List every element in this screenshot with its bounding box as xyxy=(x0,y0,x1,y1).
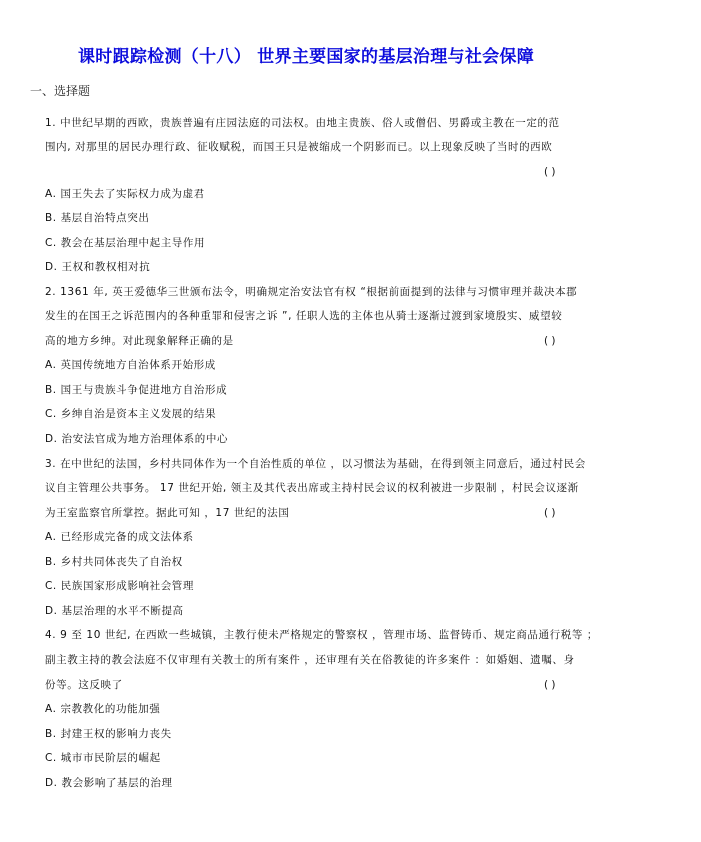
option-b: B. 封建王权的影响力丧失 xyxy=(45,728,172,740)
question-text-line: 1. 中世纪早期的西欧，贵族普遍有庄园法庭的司法权。由地主贵族、俗人或僧侣、男爵或主教在一定的范 xyxy=(45,117,560,129)
answer-blank: ( ) xyxy=(544,166,556,178)
option-b: B. 国王与贵族斗争促进地方自治形成 xyxy=(45,384,228,396)
section-heading: 一、选择题 xyxy=(30,84,91,98)
option-a: A. 已经形成完备的成文法体系 xyxy=(45,531,194,543)
option-d: D. 治安法官成为地方治理体系的中心 xyxy=(45,433,229,445)
question-text-line: 为王室监察官所掌控。据此可知 ，17 世纪的法国 xyxy=(45,507,290,519)
question-text-line: 发生的在国王之诉范围内的各种重罪和侵害之诉 ”, 任职人选的主体也从骑士逐渐过渡到家境殷实、威望较 xyxy=(45,310,563,322)
option-c: C. 教会在基层治理中起主导作用 xyxy=(45,237,206,249)
option-d: D. 教会影响了基层的治理 xyxy=(45,777,173,789)
option-c: C. 城市市民阶层的崛起 xyxy=(45,752,161,764)
option-d: D. 王权和教权相对抗 xyxy=(45,261,151,273)
question-text-line: 议自主管理公共事务。 17 世纪开始, 领主及其代表出席或主持村民会议的权利被进一步限制 ，村民会议逐渐 xyxy=(45,482,579,494)
question-text-line: 2. 1361 年, 英王爱德华三世颁布法令，明确规定治安法官有权 “根据前面提到的法律与习惯审理并裁决本郡 xyxy=(45,286,578,298)
page-title: 课时跟踪检测（十八） 世界主要国家的基层治理与社会保障 xyxy=(78,47,535,67)
option-d: D. 基层治理的水平不断提高 xyxy=(45,605,184,617)
option-c: C. 乡绅自治是资本主义发展的结果 xyxy=(45,408,217,420)
option-a: A. 国王失去了实际权力成为虚君 xyxy=(45,188,205,200)
answer-blank: ( ) xyxy=(544,335,556,347)
answer-blank: ( ) xyxy=(544,507,556,519)
question-text-line: 副主教主持的教会法庭不仅审理有关教士的所有案件 ，还审理有关在俗教徒的许多案件 ：如婚姻、遗嘱、身 xyxy=(45,654,575,666)
answer-blank: ( ) xyxy=(544,679,556,691)
question-text-line: 3. 在中世纪的法国，乡村共同体作为一个自治性质的单位 ，以习惯法为基础，在得到领主同意后，通过村民会 xyxy=(45,458,586,470)
question-text-line: 4. 9 至 10 世纪, 在西欧一些城镇，主教行使未严格规定的警察权 ，管理市场、监督铸币、规定商品通行税等 ； xyxy=(45,629,598,641)
option-a: A. 英国传统地方自治体系开始形成 xyxy=(45,359,216,371)
option-b: B. 乡村共同体丧失了自治权 xyxy=(45,556,183,568)
option-b: B. 基层自治特点突出 xyxy=(45,212,150,224)
question-text-line: 高的地方乡绅。对此现象解释正确的是 xyxy=(45,335,234,347)
option-c: C. 民族国家形成影响社会管理 xyxy=(45,580,195,592)
option-a: A. 宗教教化的功能加强 xyxy=(45,703,161,715)
question-text-line: 围内, 对那里的居民办理行政、征收赋税，而国王只是被缩成一个阴影而已。以上现象反映了当时的西欧 xyxy=(45,141,553,153)
question-text-line: 份等。这反映了 xyxy=(45,679,123,691)
